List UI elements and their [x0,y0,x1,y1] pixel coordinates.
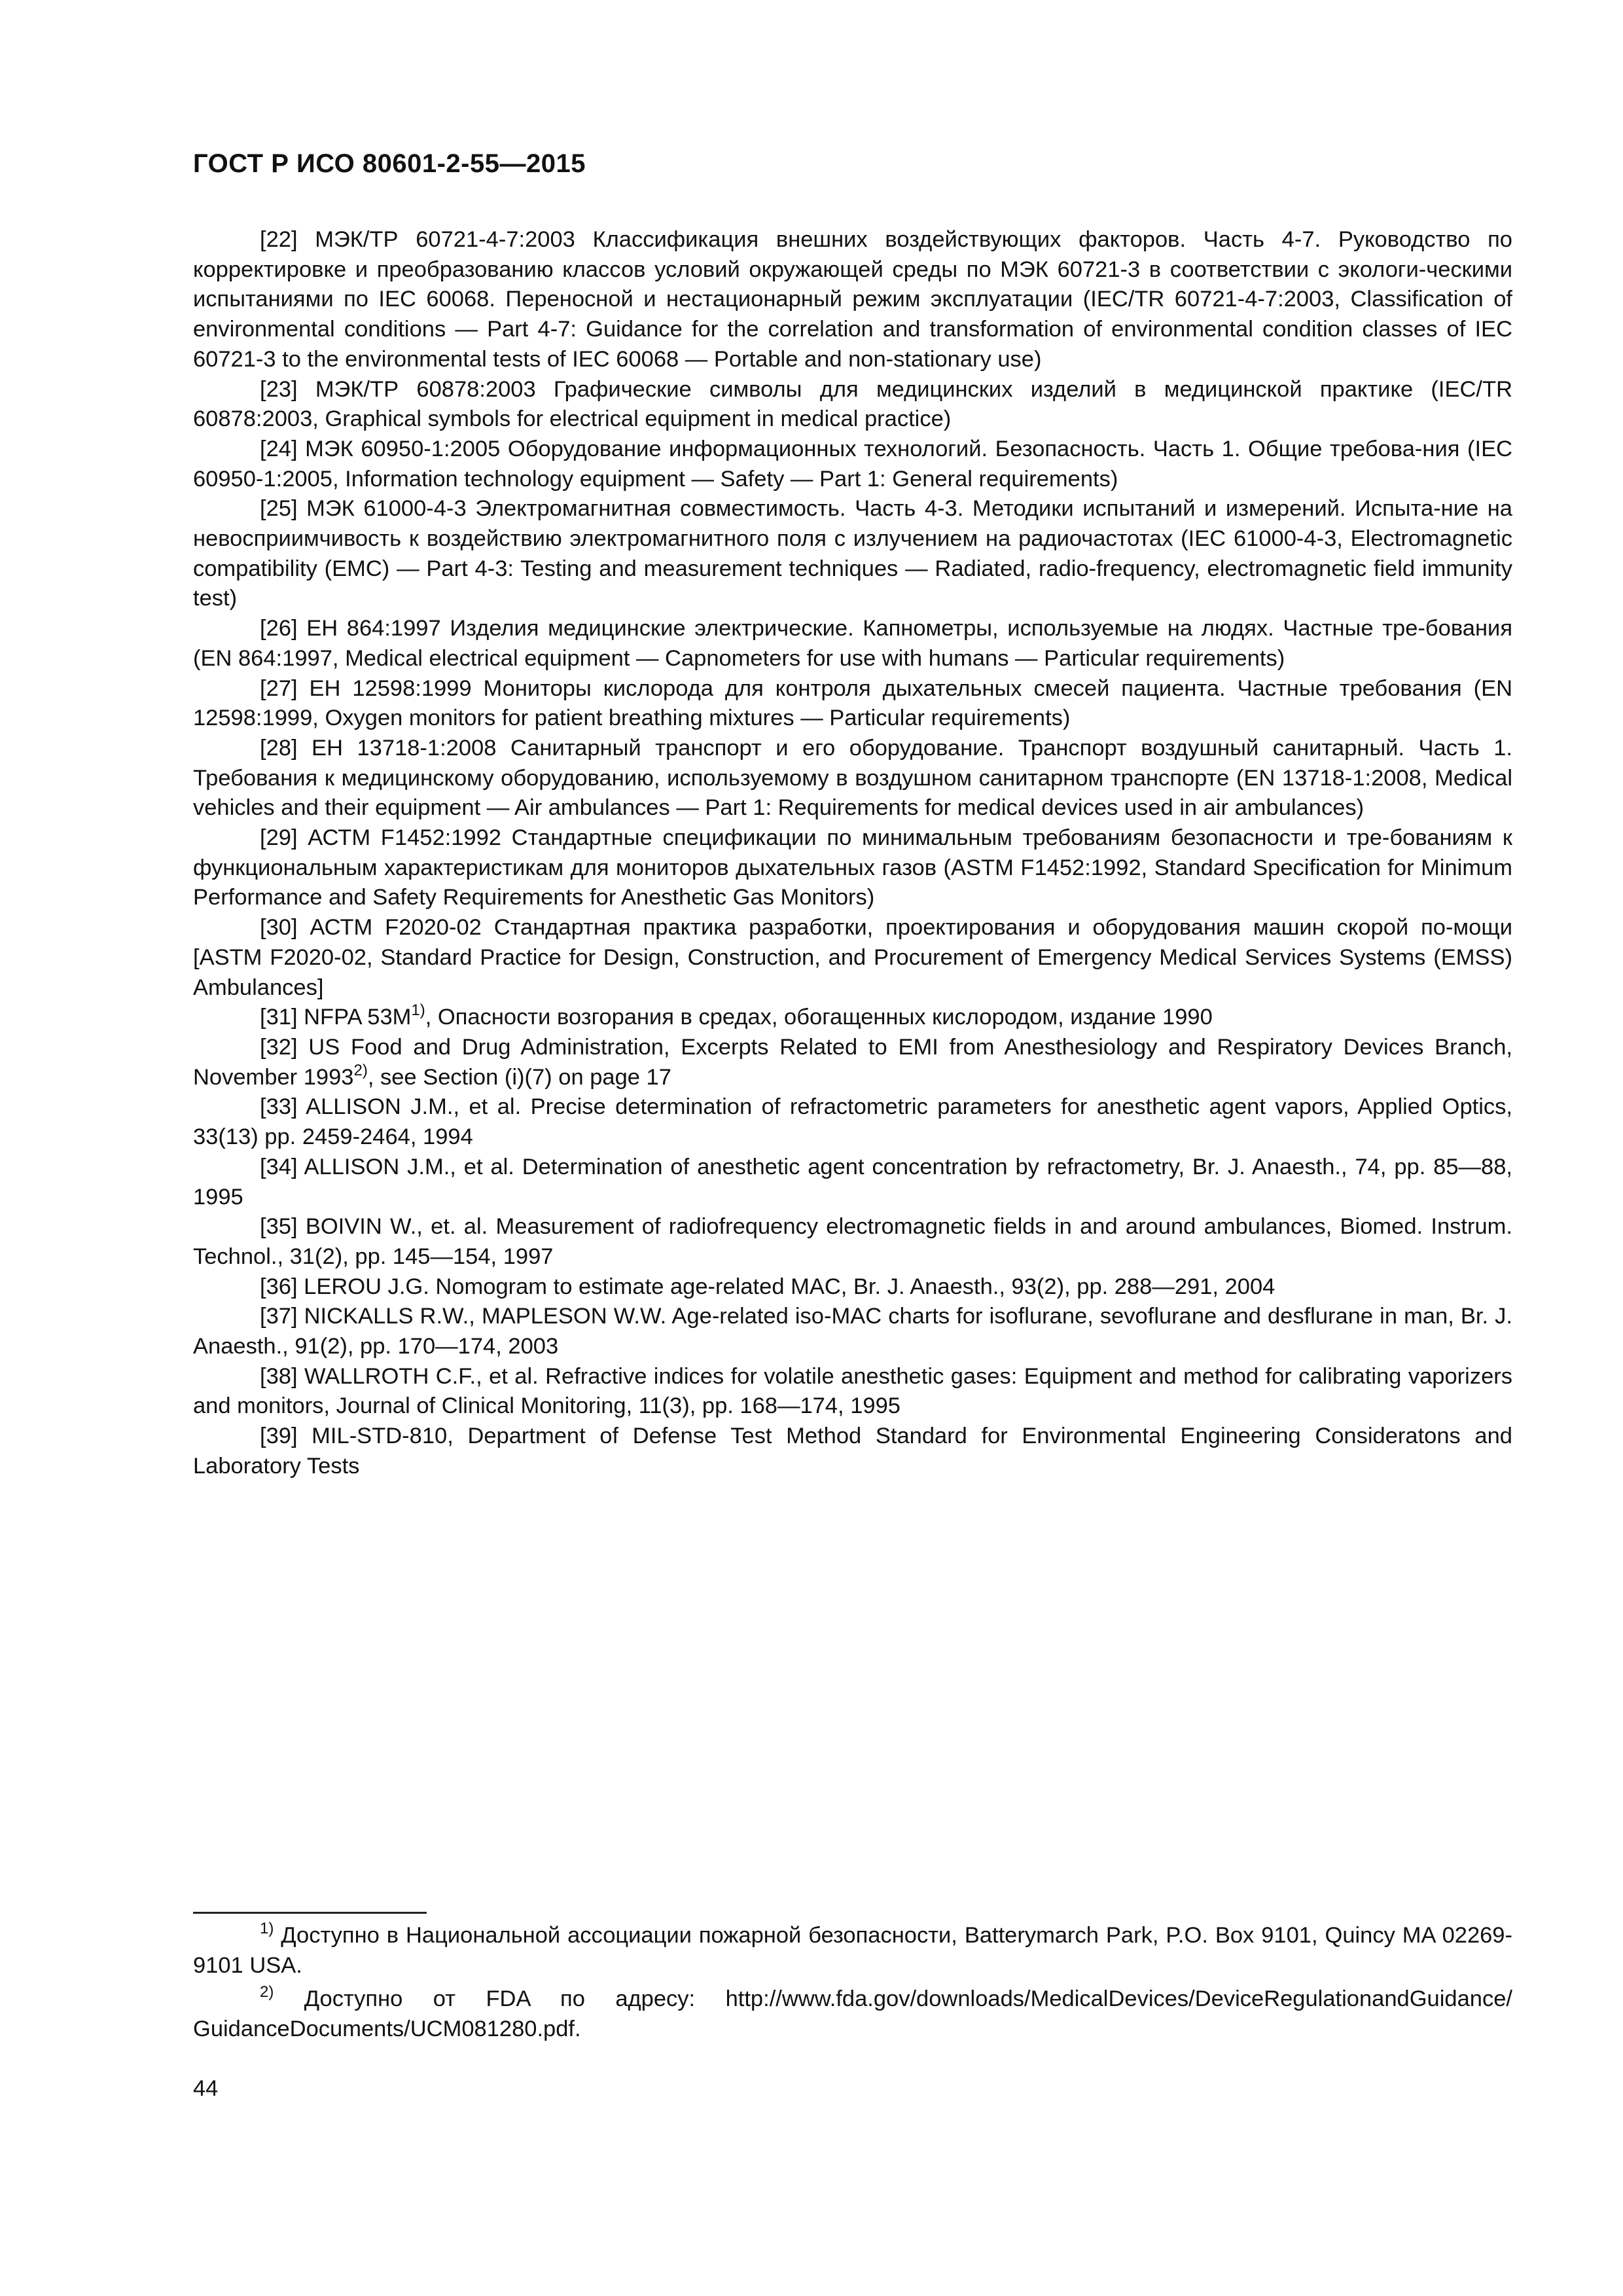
document-header: ГОСТ Р ИСО 80601-2-55—2015 [193,149,586,178]
reference-36: [36] LEROU J.G. Nomogram to estimate age-related MAC, Br. J. Anaesth., 93(2), pp. 288—291, 2004 [260,1274,1275,1299]
reference-22: [22] МЭК/ТР 60721-4-7:2003 Классификация внешних воздействующих факторов. Часть 4-7. Руководство по корректировке и преобразованию классов условий окружающей среды по МЭК 60721-3 в соответствии с экологи-ческими испытаниями по IEC 60068. Переносной и нестационарный режим эксплуатации (IEC/TR 60721-4-7:2003, Classification of environmental conditions — Part 4-7: Guidance for the correlation and transformation of environmental condition classes of IEC 60721-3 to the environmental tests of IEC 60068 — Portable and non-stationary use) [193,227,1512,372]
reference-31-text-cont: , Опасности возгорания в средах, обогащенных кислородом, издание 1990 [425,1005,1213,1030]
reference-24: [24] МЭК 60950-1:2005 Оборудование информационных технологий. Безопасность. Часть 1. Общие требова-ния (IEC 60950-1:2005, Information technology equipment — Safety — Part 1: General requirements) [193,436,1512,492]
footnote-1 [193,1921,1512,1981]
footnote-divider [193,1912,427,1914]
reference-38: [38] WALLROTH C.F., et al. Refractive indices for volatile anesthetic gases: Equipment and method for calibrating vaporizers and monitors, Journal of Clinical Monitoring, 11(3), pp. 168—174, 1995 [193,1363,1512,1419]
reference-28: [28] ЕН 13718-1:2008 Санитарный транспорт и его оборудование. Транспорт воздушный санитарный. Часть 1. Требования к медицинскому оборудованию, используемому в воздушном санитарном транспорте (EN 13718-1:2008, Medical vehicles and their equipment — Air ambulances — Part 1: Requirements for medical devices used in air ambulances) [193,735,1512,821]
footnote-ref-1: 1) [411,1001,425,1020]
reference-25: [25] МЭК 61000-4-3 Электромагнитная совместимость. Часть 4-3. Методики испытаний и измерений. Испыта-ние на невосприимчивость к воздействию электромагнитного поля с излучением на радиочастотах (IEC 61000-4-3, Electromagnetic compatibility (EMC) — Part 4-3: Testing and measurement techniques — Radiated, radio-frequency, electromagnetic field immunity test) [193,496,1512,611]
reference-37: [37] NICKALLS R.W., MAPLESON W.W. Age-related iso-MAC charts for isoflurane, sevoflurane and desflurane in man, Br. J. Anaesth., 91(2), pp. 170—174, 2003 [193,1304,1512,1359]
footnote-2-marker: 2) [260,1983,274,2001]
footnote-2 [193,1984,1512,2044]
footnotes [193,1921,1512,2049]
reference-32-text: [32] US Food and Drug Administration, Excerpts Related to EMI from Anesthesiology and Respiratory Devices Branch, November 1993 [193,1034,1512,1090]
reference-33: [33] ALLISON J.M., et al. Precise determination of refractometric parameters for anesthetic agent vapors, Applied Optics, 33(13) pp. 2459-2464, 1994 [193,1094,1512,1150]
reference-29: [29] АСТМ F1452:1992 Стандартные спецификации по минимальным требованиям безопасности и тре-бованиям к функциональным характеристикам для мониторов дыхательных газов (ASTM F1452:1992, Standard Specification for Minimum Performance and Safety Requirements for Anesthetic Gas Monitors) [193,825,1512,910]
reference-32 [193,1033,1512,1092]
footnote-1-marker: 1) [260,1920,274,1937]
reference-30: [30] АСТМ F2020-02 Стандартная практика разработки, проектирования и оборудования машин скорой по-мощи [ASTM F2020-02, Standard Practice for Design, Construction, and Procurement of Emergency Medical Services Systems (EMSS) Ambulances] [193,915,1512,1000]
page-number: 44 [193,2076,219,2101]
footnote-2-text: Доступно от FDA по адресу: http://www.fda.gov/downloads/MedicalDevices/DeviceRegulationandGuidance/ GuidanceDocuments/UCM081280.pdf. [193,1986,1512,2042]
reference-23: [23] МЭК/ТР 60878:2003 Графические символы для медицинских изделий в медицинской практике (IEC/TR 60878:2003, Graphical symbols for electrical equipment in medical practice) [193,376,1512,432]
reference-26: [26] ЕН 864:1997 Изделия медицинские электрические. Капнометры, используемые на людях. Частные тре-бования (EN 864:1997, Medical electrical equipment — Capnometers for use with humans — Particular requirements) [193,616,1512,671]
reference-31-text: [31] NFPA 53M [260,1005,412,1030]
reference-34: [34] ALLISON J.M., et al. Determination of anesthetic agent concentration by refractometry, Br. J. Anaesth., 74, pp. 85—88, 1995 [193,1154,1512,1210]
footnote-1-text: Доступно в Национальной ассоциации пожарной безопасности, Batterymarch Park, P.O. Box 9101, Quincy MA 02269-9101 USA. [193,1923,1512,1978]
footnote-ref-2: 2) [353,1061,368,1079]
reference-32-text-cont: , see Section (i)(7) on page 17 [367,1064,671,1090]
bibliography-list [193,225,1512,1482]
reference-31 [193,1003,1512,1033]
reference-27: [27] ЕН 12598:1999 Мониторы кислорода для контроля дыхательных смесей пациента. Частные требования (EN 12598:1999, Oxygen monitors for patient breathing mixtures — Particular requirements) [193,675,1512,731]
reference-35: [35] BOIVIN W., et. al. Measurement of radiofrequency electromagnetic fields in and around ambulances, Biomed. Instrum. Technol., 31(2), pp. 145—154, 1997 [193,1214,1512,1269]
reference-39: [39] MIL-STD-810, Department of Defense Test Method Standard for Environmental Engineering Consideratons and Laboratory Tests [193,1424,1512,1479]
